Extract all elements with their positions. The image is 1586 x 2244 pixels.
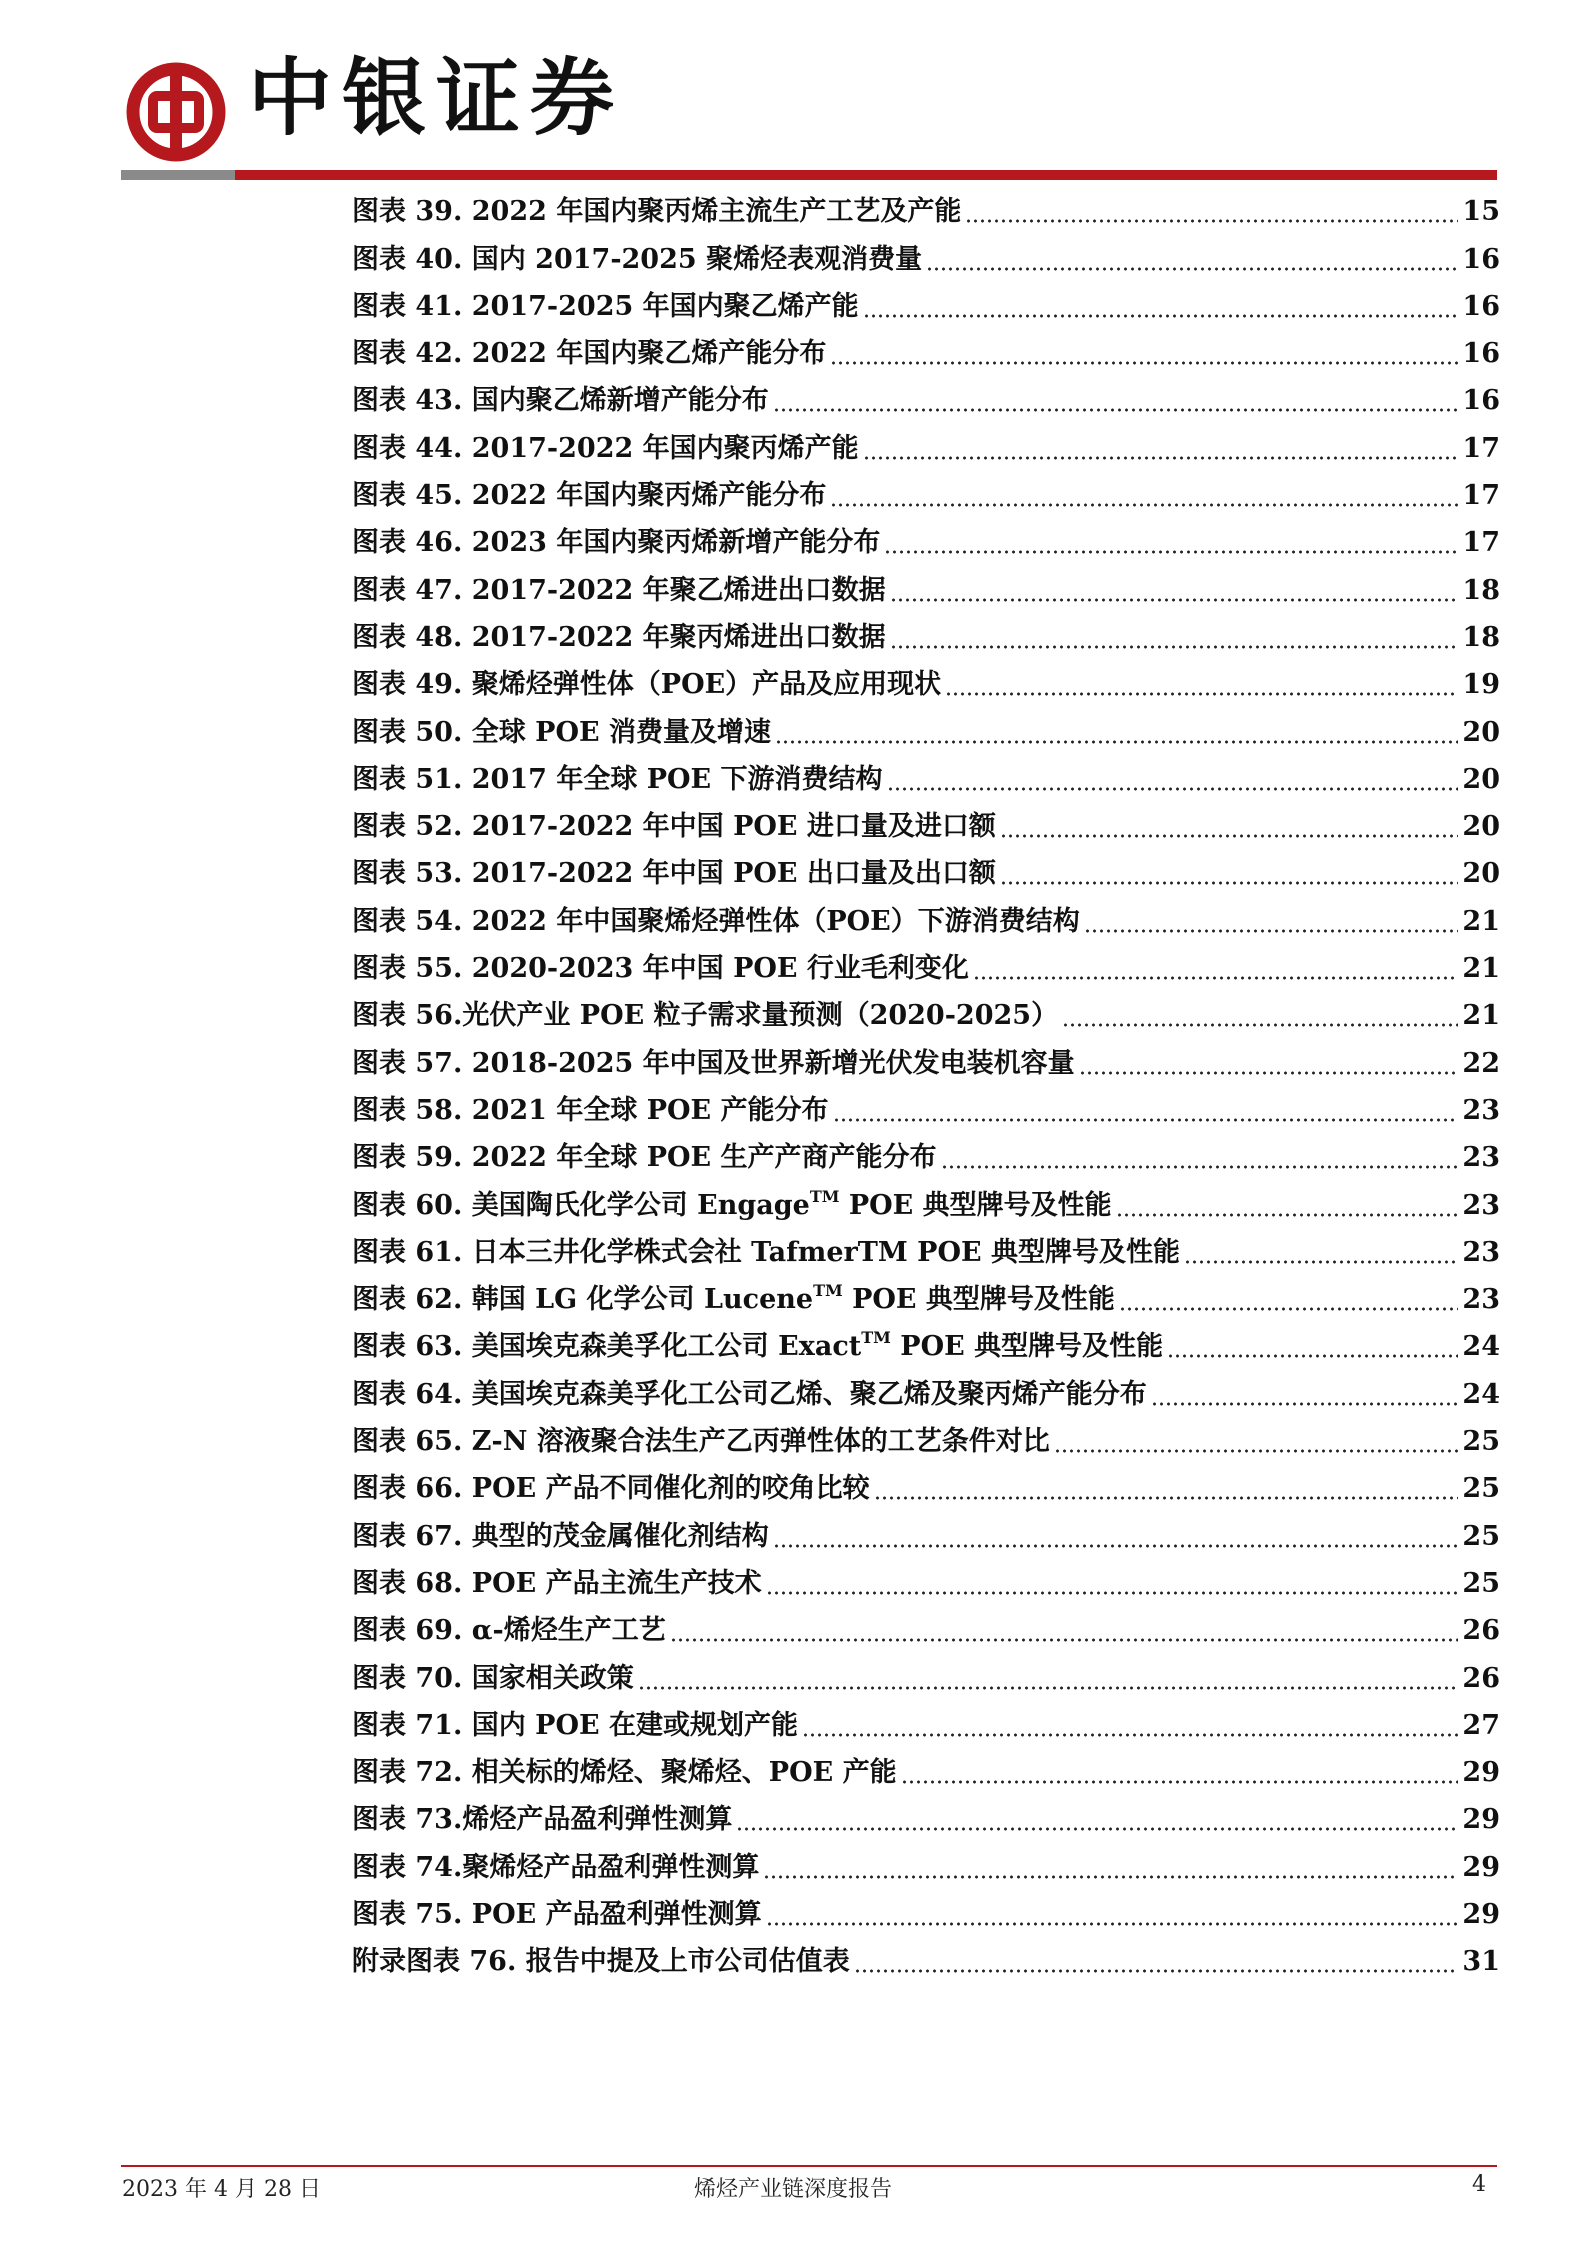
- toc-entry-title[interactable]: 图表 50. 全球 POE 消费量及增速: [352, 716, 771, 748]
- toc-row[interactable]: [352, 1134, 1500, 1181]
- toc-entry-title[interactable]: 图表 74.聚烯烃产品盈利弹性测算: [352, 1851, 760, 1883]
- toc-row[interactable]: [352, 1843, 1500, 1890]
- toc-entry-title[interactable]: 附录图表 76. 报告中提及上市公司估值表: [352, 1946, 850, 1978]
- trademark-mark: TM: [861, 1328, 891, 1348]
- toc-page-number[interactable]: 22: [1462, 1047, 1500, 1079]
- toc-page-number[interactable]: 31: [1462, 1946, 1500, 1978]
- toc-dot-leader: [830, 503, 1458, 507]
- toc-dot-leader: [1000, 834, 1459, 838]
- toc-page-number[interactable]: 25: [1462, 1473, 1500, 1505]
- toc-dot-leader: [890, 598, 1459, 602]
- toc-entry-title[interactable]: 图表 62. 韩国 LG 化学公司 Lucene™ POE 典型牌号及性能: [352, 1281, 1115, 1316]
- footer-report-title: 烯烃产业链深度报告: [693, 2177, 892, 2202]
- toc-entry-title[interactable]: 图表 40. 国内 2017-2025 聚烯烃表观消费量: [352, 243, 923, 275]
- toc-entry-title[interactable]: 图表 63. 美国埃克森美孚化工公司 Exact™ POE 典型牌号及性能: [352, 1328, 1164, 1363]
- toc-row[interactable]: [352, 1229, 1500, 1276]
- toc-page-number[interactable]: 26: [1462, 1615, 1500, 1647]
- toc-page-number[interactable]: 17: [1462, 432, 1500, 464]
- toc-row[interactable]: [352, 1749, 1500, 1796]
- toc-page-number[interactable]: 27: [1462, 1709, 1500, 1741]
- toc-dot-leader: [863, 456, 1459, 460]
- toc-page-number[interactable]: 23: [1462, 1142, 1500, 1174]
- toc-row[interactable]: [352, 1512, 1500, 1559]
- toc-entry-title[interactable]: 图表 55. 2020-2023 年中国 POE 行业毛利变化: [352, 953, 969, 985]
- trademark-mark: TM: [813, 1281, 843, 1301]
- toc-row[interactable]: [352, 1702, 1500, 1749]
- toc-entry-title[interactable]: 图表 67. 典型的茂金属催化剂结构: [352, 1520, 769, 1552]
- bank-of-china-logo-icon: [126, 62, 226, 162]
- toc-entry-title[interactable]: 图表 54. 2022 年中国聚烯烃弹性体（POE）下游消费结构: [352, 905, 1080, 937]
- toc-entry-title[interactable]: 图表 42. 2022 年国内聚乙烯产能分布: [352, 338, 827, 370]
- toc-dot-leader: [802, 1733, 1458, 1737]
- toc-row[interactable]: [352, 377, 1500, 424]
- toc-dot-leader: [1167, 1354, 1458, 1358]
- toc-row[interactable]: [352, 1370, 1500, 1417]
- toc-page-number[interactable]: 29: [1462, 1851, 1500, 1883]
- toc-page-number[interactable]: 16: [1462, 385, 1500, 417]
- toc-entry-title[interactable]: 图表 68. POE 产品主流生产技术: [352, 1567, 762, 1599]
- toc-row[interactable]: [352, 1891, 1500, 1938]
- toc-dot-leader: [1084, 929, 1459, 933]
- toc-dot-leader: [884, 550, 1458, 554]
- toc-page-number[interactable]: 16: [1462, 290, 1500, 322]
- toc-entry-title[interactable]: 图表 41. 2017-2025 年国内聚乙烯产能: [352, 290, 859, 322]
- toc-entry-title[interactable]: 图表 69. α-烯烃生产工艺: [352, 1615, 666, 1647]
- header-rule-red: [235, 170, 1497, 180]
- toc-row[interactable]: [352, 614, 1500, 661]
- toc-dot-leader: [766, 1591, 1459, 1595]
- toc-row[interactable]: [352, 850, 1500, 897]
- toc-dot-leader: [965, 219, 1458, 223]
- toc-dot-leader: [1079, 1071, 1459, 1075]
- footer-page-number: 4: [1472, 2172, 1486, 2197]
- toc-row[interactable]: [352, 803, 1500, 850]
- toc-page-number[interactable]: 26: [1462, 1662, 1500, 1694]
- toc-dot-leader: [1054, 1449, 1459, 1453]
- toc-dot-leader: [1184, 1260, 1458, 1264]
- toc-dot-leader: [833, 1118, 1459, 1122]
- brand-name: 中银证券: [248, 49, 625, 147]
- toc-dot-leader: [1151, 1402, 1459, 1406]
- toc-entry-title[interactable]: 图表 60. 美国陶氏化学公司 Engage™ POE 典型牌号及性能: [352, 1186, 1112, 1221]
- toc-page-number[interactable]: 17: [1462, 527, 1500, 559]
- toc-row[interactable]: [352, 1654, 1500, 1701]
- toc-dot-leader: [638, 1686, 1459, 1690]
- footer-rule: [121, 2165, 1497, 2167]
- toc-row[interactable]: [352, 1276, 1500, 1323]
- toc-row[interactable]: [352, 283, 1500, 330]
- toc-row[interactable]: [352, 1938, 1500, 1985]
- toc-dot-leader: [766, 1922, 1459, 1926]
- table-of-figures: [352, 188, 1500, 1985]
- toc-dot-leader: [901, 1780, 1459, 1784]
- toc-page-number[interactable]: 24: [1462, 1378, 1500, 1410]
- toc-row[interactable]: [352, 897, 1500, 944]
- toc-page-number[interactable]: 25: [1462, 1426, 1500, 1458]
- toc-dot-leader: [941, 1165, 1459, 1169]
- toc-dot-leader: [926, 267, 1458, 271]
- toc-page-number[interactable]: 17: [1462, 480, 1500, 512]
- toc-entry-title[interactable]: 图表 72. 相关标的烯烃、聚烯烃、POE 产能: [352, 1757, 897, 1789]
- toc-entry-title[interactable]: 图表 75. POE 产品盈利弹性测算: [352, 1898, 762, 1930]
- toc-page-number[interactable]: 23: [1462, 1284, 1500, 1316]
- toc-row[interactable]: [352, 519, 1500, 566]
- toc-page-number[interactable]: 19: [1462, 669, 1500, 701]
- toc-page-number[interactable]: 23: [1462, 1094, 1500, 1126]
- toc-row[interactable]: [352, 188, 1500, 235]
- toc-entry-title[interactable]: 图表 53. 2017-2022 年中国 POE 出口量及出口额: [352, 858, 996, 890]
- toc-page-number[interactable]: 24: [1462, 1331, 1500, 1363]
- toc-entry-title[interactable]: 图表 65. Z-N 溶液聚合法生产乙丙弹性体的工艺条件对比: [352, 1426, 1050, 1458]
- toc-entry-title[interactable]: 图表 49. 聚烯烃弹性体（POE）产品及应用现状: [352, 669, 942, 701]
- toc-dot-leader: [890, 645, 1459, 649]
- toc-page-number[interactable]: 18: [1462, 574, 1500, 606]
- toc-entry-title[interactable]: 图表 51. 2017 年全球 POE 下游消费结构: [352, 763, 883, 795]
- toc-row[interactable]: [352, 566, 1500, 613]
- toc-page-number[interactable]: 21: [1462, 1000, 1500, 1032]
- toc-dot-leader: [775, 740, 1458, 744]
- toc-row[interactable]: [352, 992, 1500, 1039]
- toc-row[interactable]: [352, 424, 1500, 471]
- toc-dot-leader: [670, 1638, 1459, 1642]
- toc-dot-leader: [736, 1827, 1458, 1831]
- toc-row[interactable]: [352, 1560, 1500, 1607]
- toc-page-number[interactable]: 21: [1462, 953, 1500, 985]
- footer-date: 2023 年 4 月 28 日: [122, 2177, 321, 2202]
- toc-page-number[interactable]: 20: [1462, 763, 1500, 795]
- toc-row[interactable]: [352, 330, 1500, 377]
- toc-page-number[interactable]: 20: [1462, 716, 1500, 748]
- toc-page-number[interactable]: 23: [1462, 1189, 1500, 1221]
- toc-entry-title[interactable]: 图表 48. 2017-2022 年聚丙烯进出口数据: [352, 621, 886, 653]
- toc-row[interactable]: [352, 1039, 1500, 1086]
- toc-dot-leader: [854, 1969, 1459, 1973]
- toc-page-number[interactable]: 20: [1462, 858, 1500, 890]
- toc-page-number[interactable]: 25: [1462, 1567, 1500, 1599]
- toc-page-number[interactable]: 15: [1462, 196, 1500, 228]
- toc-entry-title[interactable]: 图表 61. 日本三井化学株式会社 TafmerTM POE 典型牌号及性能: [352, 1236, 1180, 1268]
- toc-entry-title[interactable]: 图表 43. 国内聚乙烯新增产能分布: [352, 385, 769, 417]
- toc-dot-leader: [763, 1875, 1458, 1879]
- toc-page-number[interactable]: 20: [1462, 811, 1500, 843]
- toc-dot-leader: [773, 1544, 1459, 1548]
- toc-row[interactable]: [352, 1418, 1500, 1465]
- toc-row[interactable]: [352, 1087, 1500, 1134]
- toc-entry-title[interactable]: 图表 56.光伏产业 POE 粒子需求量预测（2020-2025）: [352, 1000, 1059, 1032]
- toc-dot-leader: [1062, 1023, 1458, 1027]
- toc-entry-title[interactable]: 图表 44. 2017-2022 年国内聚丙烯产能: [352, 432, 859, 464]
- toc-entry-title[interactable]: 图表 64. 美国埃克森美孚化工公司乙烯、聚乙烯及聚丙烯产能分布: [352, 1378, 1147, 1410]
- toc-row[interactable]: [352, 1465, 1500, 1512]
- toc-dot-leader: [1000, 881, 1459, 885]
- toc-page-number[interactable]: 29: [1462, 1804, 1500, 1836]
- toc-entry-title[interactable]: 图表 39. 2022 年国内聚丙烯主流生产工艺及产能: [352, 196, 962, 228]
- toc-dot-leader: [1116, 1213, 1459, 1217]
- toc-row[interactable]: [352, 1796, 1500, 1843]
- toc-entry-title[interactable]: 图表 57. 2018-2025 年中国及世界新增光伏发电装机容量: [352, 1047, 1075, 1079]
- toc-entry-title[interactable]: 图表 58. 2021 年全球 POE 产能分布: [352, 1094, 829, 1126]
- toc-row[interactable]: [352, 1323, 1500, 1370]
- toc-entry-title[interactable]: 图表 73.烯烃产品盈利弹性测算: [352, 1804, 733, 1836]
- toc-dot-leader: [945, 692, 1458, 696]
- toc-row[interactable]: [352, 945, 1500, 992]
- toc-row[interactable]: [352, 708, 1500, 755]
- toc-page-number[interactable]: 29: [1462, 1898, 1500, 1930]
- toc-entry-title[interactable]: 图表 70. 国家相关政策: [352, 1662, 634, 1694]
- toc-entry-title[interactable]: 图表 66. POE 产品不同催化剂的咬角比较: [352, 1473, 870, 1505]
- toc-page-number[interactable]: 29: [1462, 1757, 1500, 1789]
- toc-entry-title[interactable]: 图表 59. 2022 年全球 POE 生产产商产能分布: [352, 1142, 937, 1174]
- toc-page-number[interactable]: 23: [1462, 1236, 1500, 1268]
- trademark-mark: TM: [809, 1186, 840, 1206]
- header-rule-gray: [121, 170, 235, 180]
- toc-page-number[interactable]: 25: [1462, 1520, 1500, 1552]
- toc-row[interactable]: [352, 1607, 1500, 1654]
- toc-row[interactable]: [352, 472, 1500, 519]
- toc-dot-leader: [1119, 1307, 1459, 1311]
- toc-row[interactable]: [352, 235, 1500, 282]
- toc-dot-leader: [863, 314, 1459, 318]
- toc-page-number[interactable]: 18: [1462, 621, 1500, 653]
- toc-dot-leader: [973, 976, 1459, 980]
- toc-row[interactable]: [352, 756, 1500, 803]
- toc-dot-leader: [773, 408, 1459, 412]
- toc-page-number[interactable]: 21: [1462, 905, 1500, 937]
- toc-row[interactable]: [352, 661, 1500, 708]
- toc-entry-title[interactable]: 图表 46. 2023 年国内聚丙烯新增产能分布: [352, 527, 881, 559]
- toc-dot-leader: [830, 361, 1458, 365]
- page-header: [0, 0, 1586, 190]
- toc-entry-title[interactable]: 图表 52. 2017-2022 年中国 POE 进口量及进口额: [352, 811, 996, 843]
- toc-dot-leader: [887, 787, 1459, 791]
- toc-entry-title[interactable]: 图表 71. 国内 POE 在建或规划产能: [352, 1709, 798, 1741]
- toc-page-number[interactable]: 16: [1462, 243, 1500, 275]
- toc-page-number[interactable]: 16: [1462, 338, 1500, 370]
- toc-dot-leader: [874, 1496, 1459, 1500]
- toc-entry-title[interactable]: 图表 47. 2017-2022 年聚乙烯进出口数据: [352, 574, 886, 606]
- toc-entry-title[interactable]: 图表 45. 2022 年国内聚丙烯产能分布: [352, 480, 827, 512]
- toc-row[interactable]: [352, 1181, 1500, 1228]
